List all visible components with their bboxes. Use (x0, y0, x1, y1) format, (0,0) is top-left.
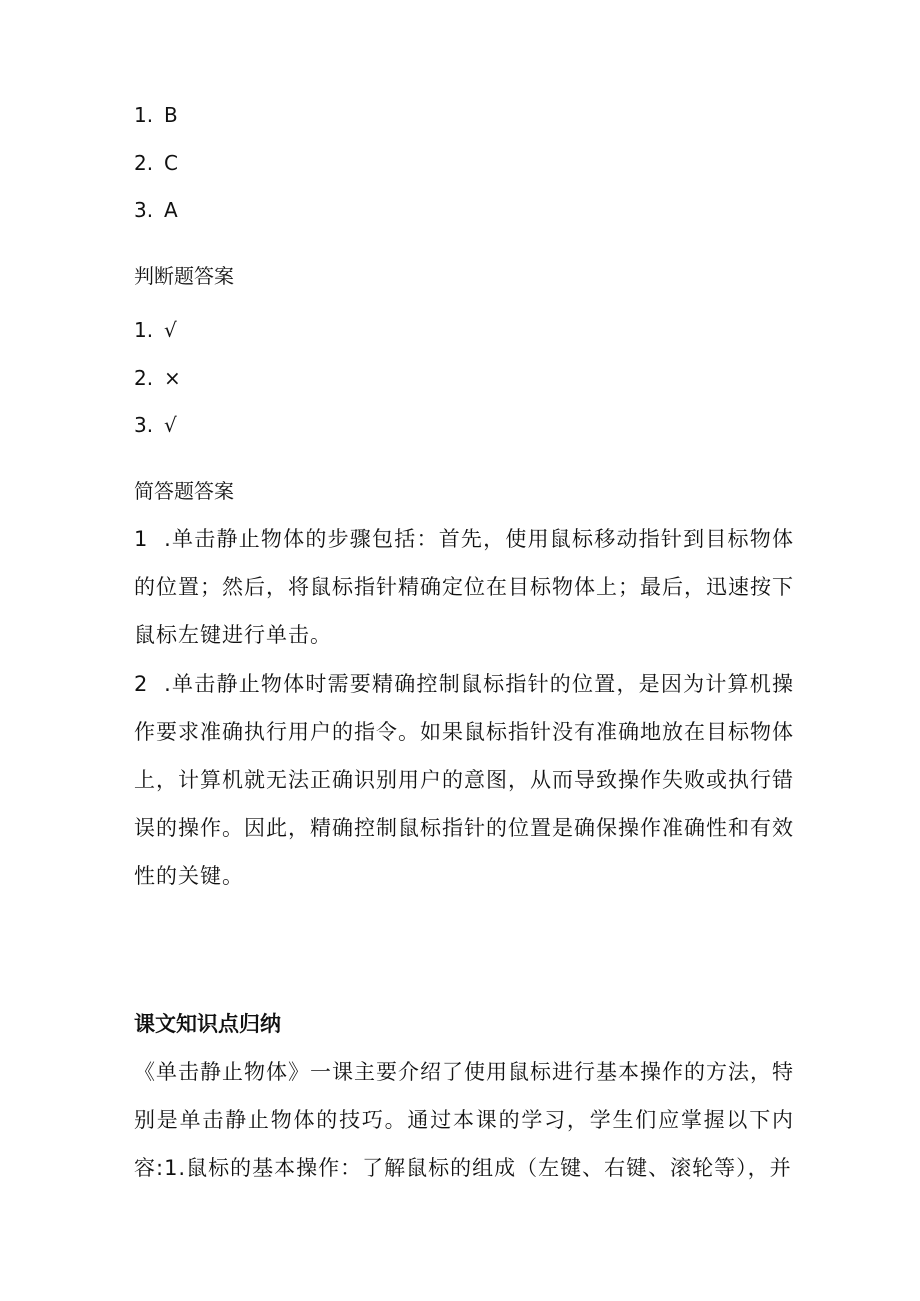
choice-answer-1 (134, 101, 178, 129)
judgment-answer-3 (134, 411, 177, 439)
judgment-answer-2 (134, 364, 181, 392)
choice-answer-number: 3. (134, 198, 154, 222)
choice-answer-2 (134, 149, 178, 177)
judgment-answer-value: √ (164, 318, 177, 342)
judgment-answer-value: √ (164, 413, 177, 437)
short-answer-item-2: 2 .单击静止物体时需要精确控制鼠标指针的位置，是因为计算机操作要求准确执行用户的指令。如果鼠标指针没有准确地放在目标物体上，计算机就无法正确识别用户的意图，从而导致操作失败或执行错误的操作。因此，精确控制鼠标指针的位置是确保操作准确性和有效性的关键。 (134, 672, 794, 888)
choice-answer-value: B (164, 103, 178, 127)
choice-answer-number: 1. (134, 103, 154, 127)
choice-answer-number: 2. (134, 151, 154, 175)
judgment-answer-1 (134, 316, 177, 344)
knowledge-heading: 课文知识点归纳 (134, 1012, 281, 1036)
knowledge-paragraph: 《单击静止物体》一课主要介绍了使用鼠标进行基本操作的方法，特别是单击静止物体的技巧。通过本课的学习，学生们应掌握以下内容:1.鼠标的基本操作：了解鼠标的组成（左键、右键、滚轮等），并 (134, 1060, 794, 1180)
choice-answer-value: C (164, 151, 178, 175)
judgment-answer-number: 3. (134, 413, 154, 437)
judgment-answer-value: × (164, 366, 181, 390)
judgment-answer-number: 2. (134, 366, 154, 390)
judgment-heading: 判断题答案 (134, 264, 234, 288)
choice-answer-3 (134, 196, 178, 224)
short-answer-item-1: 1 .单击静止物体的步骤包括：首先，使用鼠标移动指针到目标物体的位置；然后，将鼠标指针精确定位在目标物体上；最后，迅速按下鼠标左键进行单击。 (134, 527, 794, 647)
judgment-answer-number: 1. (134, 318, 154, 342)
short-answer-heading: 简答题答案 (134, 479, 234, 503)
choice-answer-value: A (164, 198, 178, 222)
